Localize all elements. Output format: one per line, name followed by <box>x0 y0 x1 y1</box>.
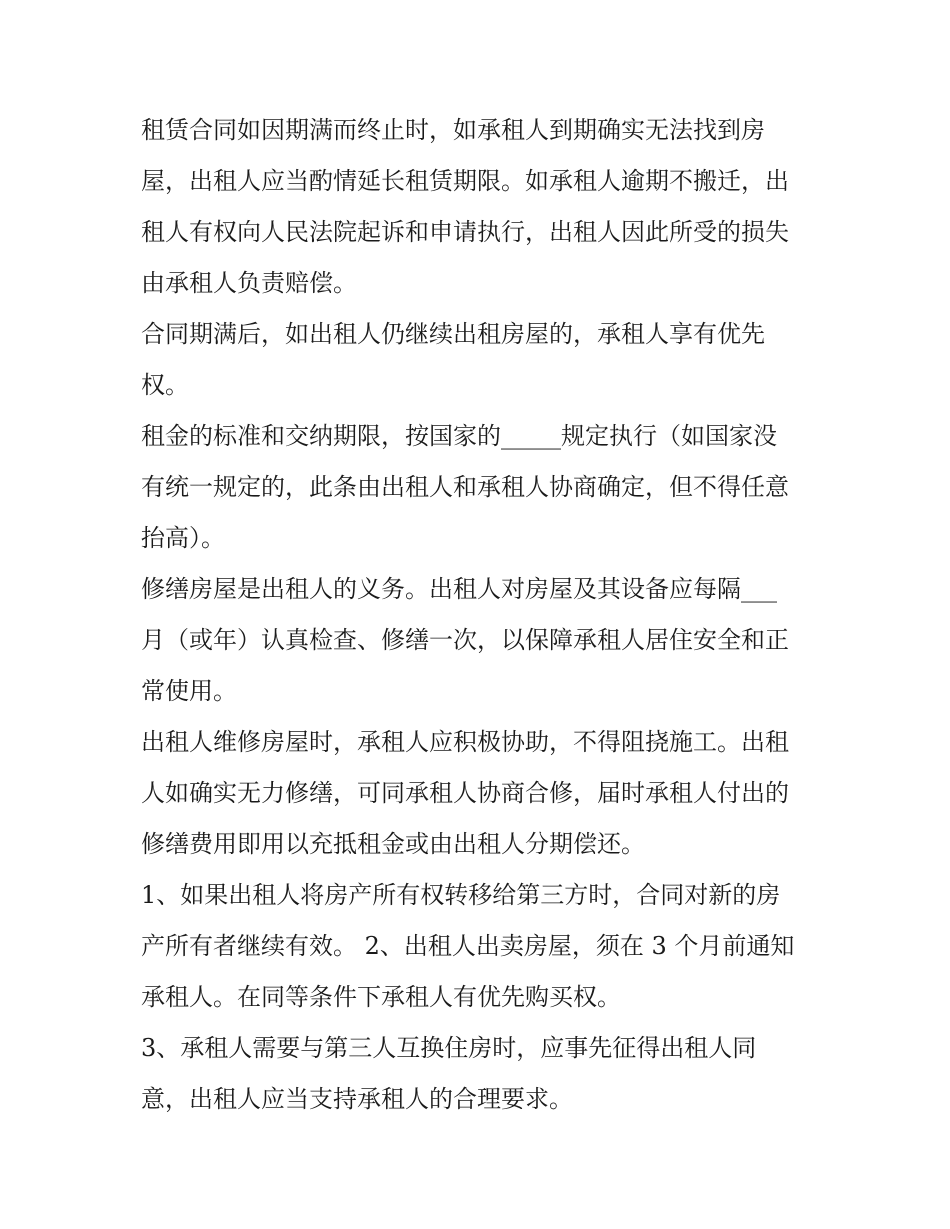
text-line: 出租人维修房屋时，承租人应积极协助，不得阻挠施工。出租 <box>141 728 789 756</box>
text-line: 常使用。 <box>141 677 237 705</box>
text-line: 权。 <box>141 371 189 399</box>
text-line: 修缮费用即用以充抵租金或由出租人分期偿还。 <box>141 830 645 858</box>
text-line: 租人有权向人民法院起诉和申请执行，出租人因此所受的损失 <box>141 218 789 246</box>
text-line: 合同期满后，如出租人仍继续出租房屋的，承租人享有优先 <box>141 320 765 348</box>
text-line: 租赁合同如因期满而终止时，如承租人到期确实无法找到房 <box>141 116 765 144</box>
text-line: 意，出租人应当支持承租人的合理要求。 <box>141 1085 573 1113</box>
text-line: 产所有者继续有效。 2、出租人出卖房屋，须在 3 个月前通知 <box>141 932 795 960</box>
text-line: 屋，出租人应当酌情延长租赁期限。如承租人逾期不搬迁，出 <box>141 167 789 195</box>
text-line: 有统一规定的，此条由出租人和承租人协商确定，但不得任意 <box>141 473 789 501</box>
text-line: 3、承租人需要与第三人互换住房时，应事先征得出租人同 <box>141 1034 757 1062</box>
contract-text-body <box>141 105 821 1125</box>
text-line: 由承租人负责赔偿。 <box>141 269 357 297</box>
text-line: 抬高）。 <box>141 524 225 552</box>
text-line: 人如确实无力修缮，可同承租人协商合修，届时承租人付出的 <box>141 779 789 807</box>
text-line: 承租人。在同等条件下承租人有优先购买权。 <box>141 983 621 1011</box>
text-line: 月（或年）认真检查、修缮一次，以保障承租人居住安全和正 <box>141 626 789 654</box>
text-line: 租金的标准和交纳期限，按国家的_____规定执行（如国家没 <box>141 422 777 450</box>
text-line: 1、如果出租人将房产所有权转移给第三方时，合同对新的房 <box>141 881 781 909</box>
text-line: 修缮房屋是出租人的义务。出租人对房屋及其设备应每隔___ <box>141 575 777 603</box>
